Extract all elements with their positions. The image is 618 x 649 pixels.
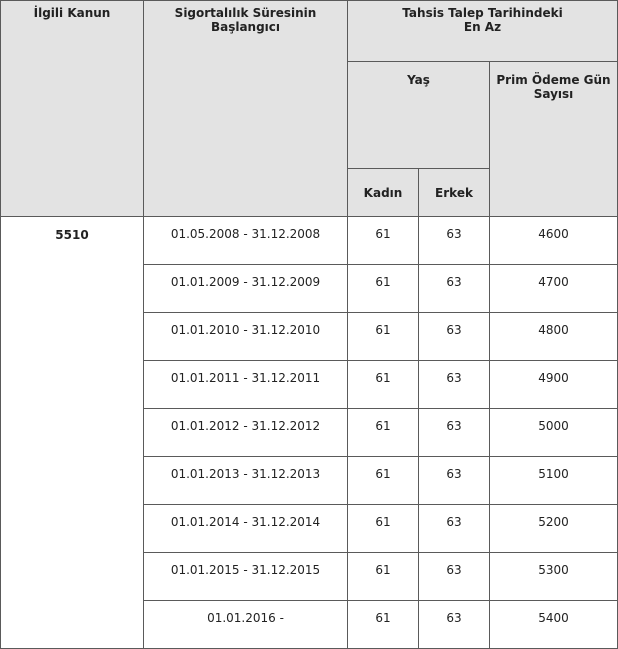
period-cell: 01.01.2009 - 31.12.2009 (144, 265, 348, 313)
male-age-cell: 63 (419, 409, 490, 457)
female-age-cell: 61 (348, 361, 419, 409)
header-min-at-request-line2: En Az (463, 20, 502, 34)
premium-days-cell: 5300 (490, 553, 618, 601)
header-premium-days-line2: Sayısı (533, 87, 574, 101)
header-law (1, 1, 144, 217)
female-age-cell: 61 (348, 217, 419, 265)
male-age-cell: 63 (419, 265, 490, 313)
premium-days-cell: 4600 (490, 217, 618, 265)
period-cell: 01.01.2013 - 31.12.2013 (144, 457, 348, 505)
premium-days-cell: 4700 (490, 265, 618, 313)
header-premium-days-line1: Prim Ödeme Gün (496, 73, 611, 87)
header-female (348, 169, 419, 217)
period-cell: 01.01.2012 - 31.12.2012 (144, 409, 348, 457)
male-age-cell: 63 (419, 361, 490, 409)
period-cell: 01.01.2014 - 31.12.2014 (144, 505, 348, 553)
male-age-cell: 63 (419, 217, 490, 265)
header-min-at-request-line1: Tahsis Talep Tarihindeki (402, 6, 563, 20)
header-male-label: Erkek (435, 185, 473, 200)
header-insurance-start (144, 1, 348, 217)
law-cell: 5510 (1, 217, 144, 649)
female-age-cell: 61 (348, 601, 419, 649)
female-age-cell: 61 (348, 409, 419, 457)
period-cell: 01.05.2008 - 31.12.2008 (144, 217, 348, 265)
male-age-cell: 63 (419, 457, 490, 505)
male-age-cell: 63 (419, 505, 490, 553)
female-age-cell: 61 (348, 505, 419, 553)
header-insurance-start-line1: Sigortalılık Süresinin (174, 6, 317, 20)
female-age-cell: 61 (348, 553, 419, 601)
header-law-label: İlgili Kanun (33, 6, 111, 20)
premium-days-cell: 5000 (490, 409, 618, 457)
header-male (419, 169, 490, 217)
female-age-cell: 61 (348, 265, 419, 313)
header-female-label: Kadın (363, 185, 403, 200)
female-age-cell: 61 (348, 313, 419, 361)
premium-days-cell: 5200 (490, 505, 618, 553)
premium-days-cell: 5400 (490, 601, 618, 649)
header-age (348, 62, 490, 169)
period-cell: 01.01.2010 - 31.12.2010 (144, 313, 348, 361)
header-age-label: Yaş (407, 73, 430, 87)
header-premium-days (490, 62, 618, 217)
header-min-at-request (348, 1, 618, 62)
period-cell: 01.01.2015 - 31.12.2015 (144, 553, 348, 601)
premium-days-cell: 5100 (490, 457, 618, 505)
premium-days-cell: 4800 (490, 313, 618, 361)
female-age-cell: 61 (348, 457, 419, 505)
premium-days-cell: 4900 (490, 361, 618, 409)
period-cell: 01.01.2016 - (144, 601, 348, 649)
male-age-cell: 63 (419, 313, 490, 361)
period-cell: 01.01.2011 - 31.12.2011 (144, 361, 348, 409)
header-insurance-start-line2: Başlangıcı (210, 20, 281, 34)
male-age-cell: 63 (419, 601, 490, 649)
table-row (1, 217, 618, 265)
male-age-cell: 63 (419, 553, 490, 601)
